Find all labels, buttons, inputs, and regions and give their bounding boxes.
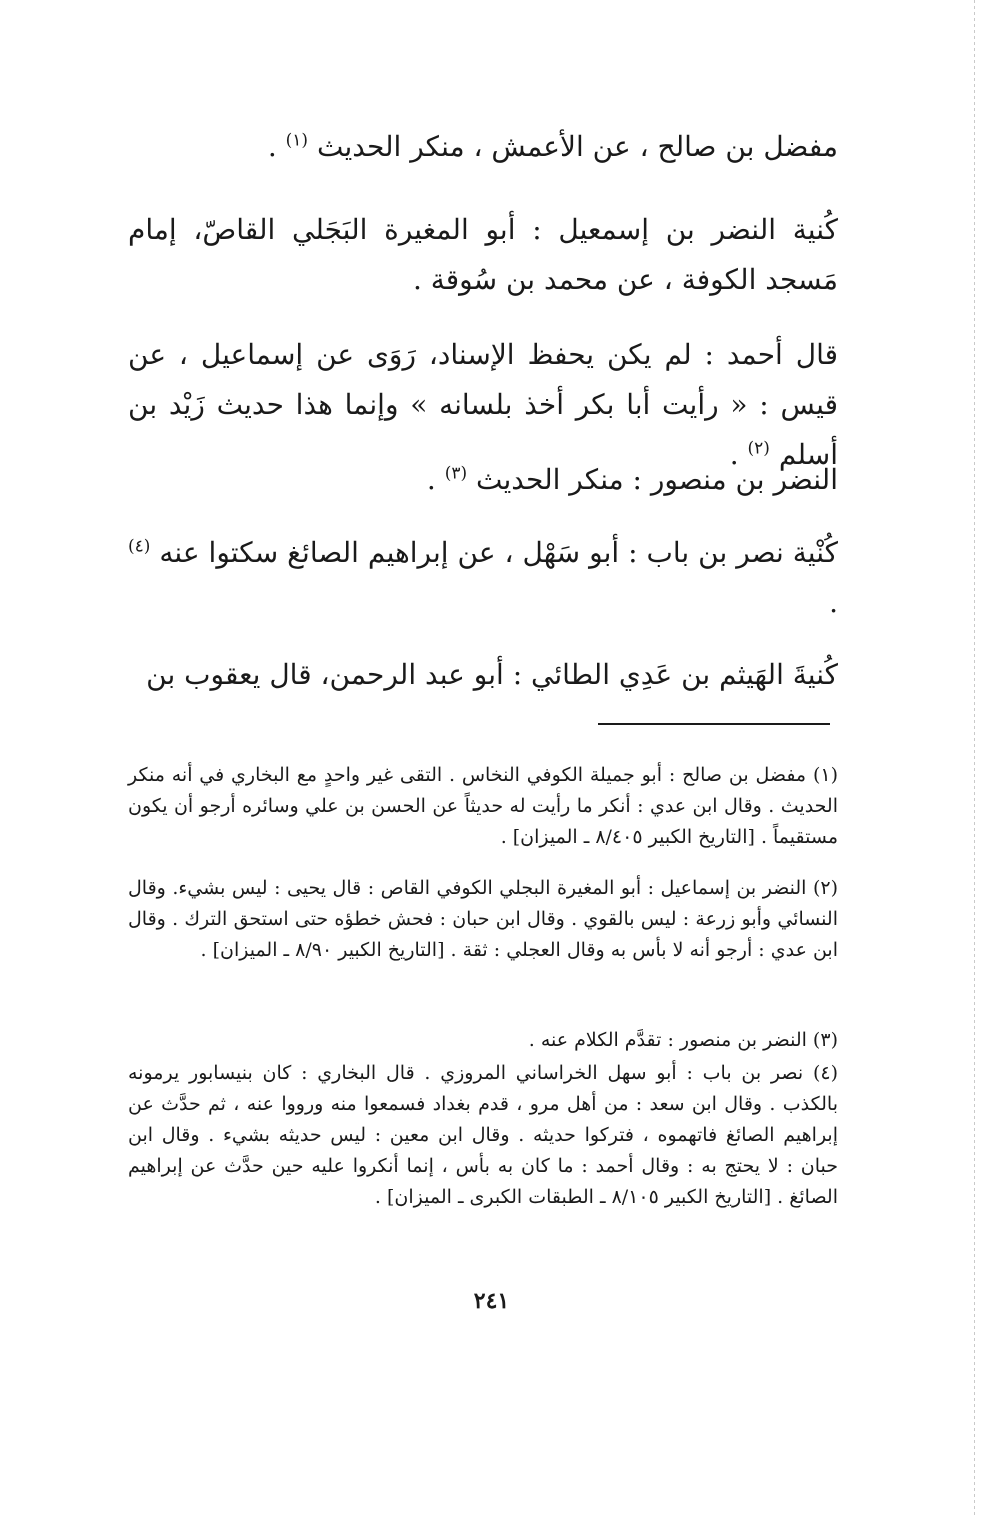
footnote-text: (٤) نصر بن باب : أبو سهل الخراساني المروزي . قال البخاري : كان بنيسابور يرمونه بالكذب . وقال ابن سعد : من أهل مرو ، قدم بغداد فسمعوا منه ورووا عنه ، ثم حدَّث عن إبراهيم الصائغ فاتهموه ، فتركوا حديثه . وقال ابن معين : ليس حديثه بشيء . وقال ابن حبان : لا يحتج به : وقال أحمد : ما كان به بأس ، إنما أنكروا عليه حين حدَّث عن إبراهيم الصائغ . (128, 1062, 839, 1208)
paragraph-end: . (267, 130, 286, 163)
paragraph-text: كُنية النضر بن إسمعيل : أبو المغيرة البَجَلي القاصّ، إمام مَسجد الكوفة ، عن محمد بن سُوقة . (128, 213, 838, 296)
footnote-source: [التاريخ الكبير ٨/٩٠ ـ الميزان] . (200, 939, 445, 961)
footnote (128, 760, 872, 853)
paragraph-text: كُنْية نصر بن باب : أبو سَهْل ، عن إبراهيم الصائغ سكتوا عنه (159, 536, 839, 569)
main-paragraph (128, 528, 838, 628)
footnote-text: (٢) النضر بن إسماعيل : أبو المغيرة البجلي الكوفي القاص : قال يحيى : ليس بشيء. وقال النسائي وأبو زرعة : ليس بالقوي . وقال ابن حبان : فحش خطؤه حتى استحق الترك . وقال ابن عدي : أرجو أنه لا بأس به وقال العجلي : ثقة . (128, 877, 838, 961)
main-paragraph (128, 205, 838, 305)
footnote-separator (598, 723, 830, 725)
footnote-text: (٣) النضر بن منصور : تقدَّم الكلام عنه . (528, 1029, 838, 1051)
footnote-source: [التاريخ الكبير ٨/١٠٥ ـ الطبقات الكبرى ـ الميزان] . (374, 1186, 772, 1208)
footnote (128, 1058, 872, 1213)
footnote-source: [التاريخ الكبير ٨/٤٠٥ ـ الميزان] . (500, 826, 755, 848)
footnote (128, 873, 872, 966)
paragraph-end: . (426, 463, 445, 496)
page-number: ٢٤١ (473, 1288, 510, 1314)
paragraph-text: النضر بن منصور : منكر الحديث (476, 463, 838, 496)
main-paragraph (128, 650, 838, 700)
paragraph-text: مفضل بن صالح ، عن الأعمش ، منكر الحديث (316, 130, 838, 163)
footnote (128, 1025, 872, 1056)
paragraph-text: كُنيةَ الهَيثم بن عَدِي الطائي : أبو عبد الرحمن، قال يعقوب بن (146, 658, 838, 691)
paragraph-end: . (729, 438, 748, 471)
footnote-ref[interactable]: (٢) (747, 438, 770, 459)
footnote-text: (١) مفضل بن صالح : أبو جميلة الكوفي النخاس . التقى غير واحدٍ مع البخاري في أنه منكر الحديث . وقال ابن عدي : أنكر ما رأيت له حديثاً عن الحسن بن علي وسائره أرجو أن يكون مستقيماً . (128, 764, 838, 848)
main-paragraph (128, 455, 838, 505)
footnote-ref[interactable]: (١) (285, 130, 309, 151)
main-paragraph (128, 122, 838, 172)
footnote-ref[interactable]: (٣) (444, 463, 468, 484)
footnote-ref[interactable]: (٤) (128, 536, 151, 557)
paragraph-text: قال أحمد : لم يكن يحفظ الإسناد، رَوَى عن إسماعيل ، عن قيس : « رأيت أبا بكر أخذ بلسانه » وإنما هذا حديث زَيْد بن أسلم (128, 338, 838, 471)
paragraph-end: . (829, 586, 838, 619)
